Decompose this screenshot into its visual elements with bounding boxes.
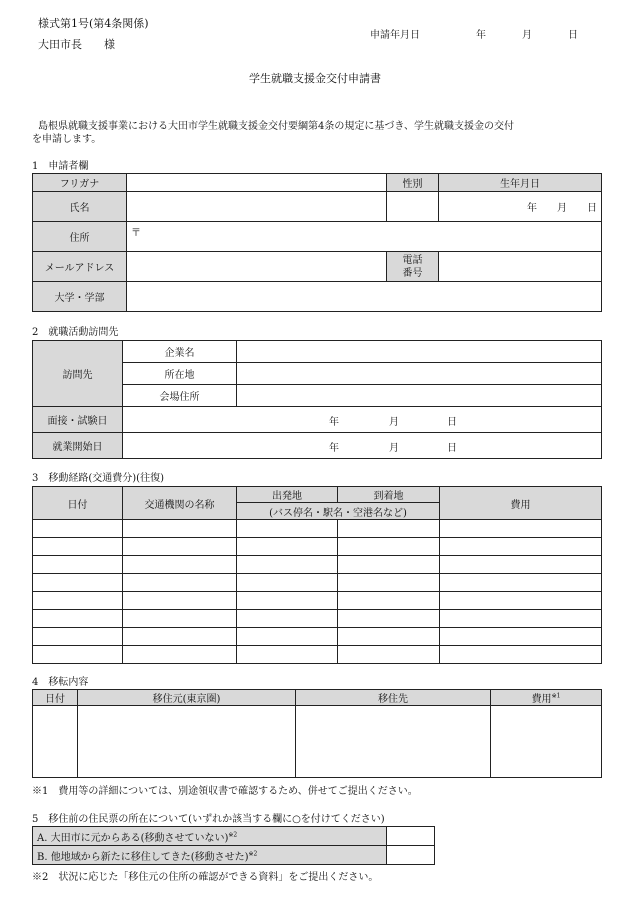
visit-label: 訪問先 <box>33 341 123 407</box>
route-row <box>33 574 602 592</box>
venue-label: 会場住所 <box>123 385 237 407</box>
route-row <box>33 646 602 664</box>
relocation-table <box>32 689 602 778</box>
name-field[interactable] <box>127 192 387 222</box>
start-year-unit: 年 <box>329 443 339 454</box>
postal-mark: 〒 <box>131 228 141 239</box>
route-cost-cell[interactable] <box>440 574 602 592</box>
note-2: ※2 状況に応じた「移住元の住所の確認ができる資料」をご提出ください。 <box>32 872 379 883</box>
date-month-unit: 月 <box>522 30 532 41</box>
route-date-cell[interactable] <box>33 610 123 628</box>
route-row <box>33 538 602 556</box>
form-title: 学生就職支援金交付申請書 <box>249 72 381 85</box>
route-transport-cell[interactable] <box>123 574 237 592</box>
section-1-heading: 1 申請者欄 <box>32 161 89 172</box>
gender-field[interactable] <box>387 192 439 222</box>
applicant-table <box>32 173 602 312</box>
email-field[interactable] <box>127 252 387 282</box>
route-arrival-cell[interactable] <box>338 538 440 556</box>
phone-field[interactable] <box>439 252 602 282</box>
gender-label: 性別 <box>387 174 439 192</box>
route-row <box>33 592 602 610</box>
route-date-cell[interactable] <box>33 538 123 556</box>
university-label: 大学・学部 <box>33 282 127 312</box>
furigana-field[interactable] <box>127 174 387 192</box>
application-date-label: 申請年月日 <box>370 30 420 41</box>
option-a-text: A. 大田市に元からある(移動させていない) <box>37 832 229 844</box>
date-year-unit: 年 <box>476 30 486 41</box>
date-day-unit: 日 <box>568 30 578 41</box>
option-a-mark: ※2 <box>228 831 238 839</box>
place-note: (バス停名・駅名・空港名など) <box>237 503 440 520</box>
route-row <box>33 556 602 574</box>
route-transport-cell[interactable] <box>123 520 237 538</box>
route-transport-cell[interactable] <box>123 646 237 664</box>
name-label: 氏名 <box>33 192 127 222</box>
note-1-mark: ※1 <box>551 692 561 700</box>
section-3-heading: 3 移動経路(交通費分)(往復) <box>32 473 164 484</box>
relocation-cost-label: 費用 <box>531 694 552 705</box>
route-date-cell[interactable] <box>33 592 123 610</box>
company-field[interactable] <box>237 341 602 363</box>
intro-text: 島根県就職支援事業における大田市学生就職支援金交付要綱第4条の規定に基づき、学生就職支援金の交付 <box>38 121 514 132</box>
route-departure-cell[interactable] <box>237 592 338 610</box>
relocation-cost-header <box>491 690 602 706</box>
start-date-field[interactable] <box>123 433 602 459</box>
route-date-header: 日付 <box>33 487 123 520</box>
route-date-cell[interactable] <box>33 574 123 592</box>
route-transport-cell[interactable] <box>123 592 237 610</box>
phone-label-1: 電話 <box>402 254 423 266</box>
route-arrival-cell[interactable] <box>338 610 440 628</box>
section-2-heading: 2 就職活動訪問先 <box>32 327 119 338</box>
interview-month-unit: 月 <box>389 417 399 428</box>
route-cost-cell[interactable] <box>440 520 602 538</box>
route-transport-cell[interactable] <box>123 556 237 574</box>
start-month-unit: 月 <box>389 443 399 454</box>
route-cost-cell[interactable] <box>440 646 602 664</box>
departure-header: 出発地 <box>237 487 338 503</box>
form-number: 様式第1号(第4条関係) <box>38 17 149 30</box>
phone-label <box>387 252 439 282</box>
note-1: ※1 費用等の詳細については、別途領収書で確認するため、併せてご提出ください。 <box>32 786 418 797</box>
relocation-to-cell[interactable] <box>296 706 491 778</box>
location-label: 所在地 <box>123 363 237 385</box>
university-field[interactable] <box>127 282 602 312</box>
route-row <box>33 610 602 628</box>
route-departure-cell[interactable] <box>237 520 338 538</box>
option-b-mark: ※2 <box>248 850 258 858</box>
route-date-cell[interactable] <box>33 646 123 664</box>
option-b-check[interactable] <box>387 846 435 865</box>
furigana-label: フリガナ <box>33 174 127 192</box>
interview-day-unit: 日 <box>447 417 457 428</box>
option-a-check[interactable] <box>387 827 435 846</box>
route-arrival-cell[interactable] <box>338 574 440 592</box>
route-departure-cell[interactable] <box>237 646 338 664</box>
route-arrival-cell[interactable] <box>338 592 440 610</box>
route-arrival-cell[interactable] <box>338 646 440 664</box>
relocation-from-cell[interactable] <box>78 706 296 778</box>
intro-text-cont: を申請します。 <box>32 134 102 145</box>
route-cost-cell[interactable] <box>440 628 602 646</box>
interview-date-field[interactable] <box>123 407 602 433</box>
route-transport-cell[interactable] <box>123 610 237 628</box>
route-departure-cell[interactable] <box>237 556 338 574</box>
venue-field[interactable] <box>237 385 602 407</box>
option-a-label <box>33 827 387 846</box>
start-day-unit: 日 <box>447 443 457 454</box>
route-table <box>32 486 602 664</box>
route-departure-cell[interactable] <box>237 538 338 556</box>
section-4-heading: 4 移転内容 <box>32 677 89 688</box>
route-arrival-cell[interactable] <box>338 628 440 646</box>
phone-label-2: 番号 <box>402 267 423 279</box>
route-transport-cell[interactable] <box>123 538 237 556</box>
option-b-label <box>33 846 387 865</box>
company-label: 企業名 <box>123 341 237 363</box>
relocation-date-header: 日付 <box>33 690 78 706</box>
relocation-from-header: 移住元(東京圏) <box>78 690 296 706</box>
route-departure-cell[interactable] <box>237 628 338 646</box>
birthdate-label: 生年月日 <box>439 174 602 192</box>
route-date-cell[interactable] <box>33 520 123 538</box>
address-label: 住所 <box>33 222 127 252</box>
birthdate-field[interactable]: 年 月 日 <box>439 192 602 222</box>
route-cost-cell[interactable] <box>440 538 602 556</box>
route-transport-cell[interactable] <box>123 628 237 646</box>
route-cost-header: 費用 <box>440 487 602 520</box>
relocation-to-header: 移住先 <box>296 690 491 706</box>
section-5-heading: 5 移住前の住民票の所在について(いずれか該当する欄に○を付けてください) <box>32 814 385 825</box>
start-date-label: 就業開始日 <box>33 433 123 459</box>
interview-year-unit: 年 <box>329 417 339 428</box>
route-departure-cell[interactable] <box>237 610 338 628</box>
route-arrival-cell[interactable] <box>338 556 440 574</box>
arrival-header: 到着地 <box>338 487 440 503</box>
email-label: メールアドレス <box>33 252 127 282</box>
option-b-text: B. 他地域から新たに移住してきた(移動させた) <box>37 851 249 863</box>
route-date-cell[interactable] <box>33 556 123 574</box>
relocation-cost-cell[interactable] <box>491 706 602 778</box>
route-row <box>33 628 602 646</box>
route-row <box>33 520 602 538</box>
relocation-date-cell[interactable] <box>33 706 78 778</box>
location-field[interactable] <box>237 363 602 385</box>
route-cost-cell[interactable] <box>440 556 602 574</box>
visit-table <box>32 340 602 459</box>
addressee: 大田市長 様 <box>38 38 115 51</box>
transport-header: 交通機関の名称 <box>123 487 237 520</box>
route-date-cell[interactable] <box>33 628 123 646</box>
route-departure-cell[interactable] <box>237 574 338 592</box>
address-field[interactable] <box>127 222 602 252</box>
route-cost-cell[interactable] <box>440 610 602 628</box>
route-cost-cell[interactable] <box>440 592 602 610</box>
interview-date-label: 面接・試験日 <box>33 407 123 433</box>
residence-table <box>32 826 435 865</box>
route-arrival-cell[interactable] <box>338 520 440 538</box>
